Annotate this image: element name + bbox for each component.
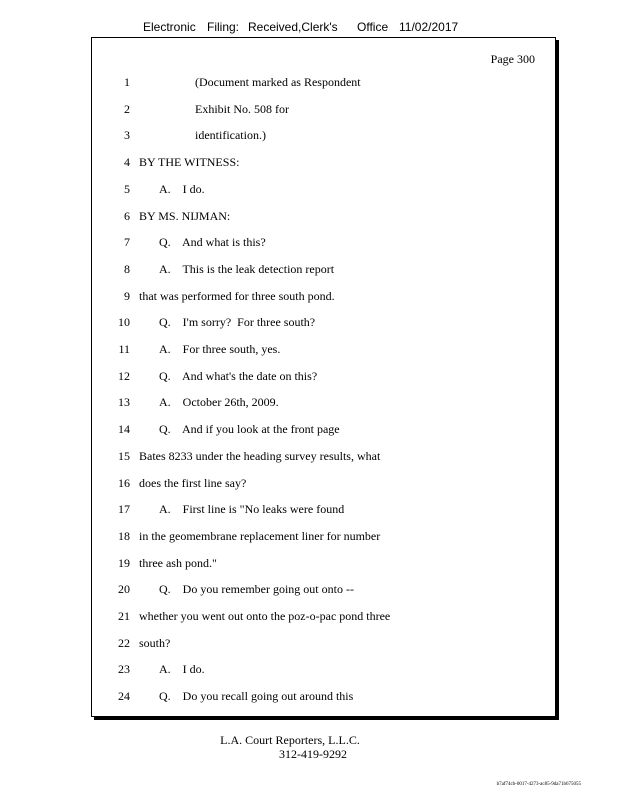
transcript-line: [92, 529, 555, 547]
line-number: 22: [118, 635, 130, 650]
line-text: Q. Do you remember going out onto --: [159, 582, 354, 597]
line-number: 17: [118, 502, 130, 517]
transcript-line: [92, 689, 555, 707]
line-number: 13: [118, 395, 130, 410]
line-text: A. October 26th, 2009.: [159, 395, 279, 410]
line-text: BY MS. NIJMAN:: [139, 208, 231, 223]
transcript-line: [92, 155, 555, 173]
line-text: Q. And what's the date on this?: [159, 368, 318, 383]
line-number: 6: [124, 208, 130, 223]
transcript-line: [92, 449, 555, 467]
line-text: A. I do.: [159, 181, 205, 196]
line-text: Q. Do you recall going out around this: [159, 689, 354, 704]
transcript-page: [91, 37, 556, 717]
transcript-line: [92, 182, 555, 200]
line-text: Q. I'm sorry? For three south?: [159, 315, 316, 330]
transcript-line: [92, 75, 555, 93]
line-number: 8: [124, 261, 130, 276]
line-number: 10: [118, 315, 130, 330]
line-number: 24: [118, 689, 130, 704]
transcript-line: [92, 102, 555, 120]
line-text: whether you went out onto the poz-o-pac pond three: [139, 609, 391, 623]
line-text: A. For three south, yes.: [159, 342, 281, 356]
line-number: 19: [118, 555, 130, 570]
transcript-line: [92, 556, 555, 574]
line-text: Q. And what is this?: [159, 235, 266, 250]
line-number: 11: [118, 342, 130, 356]
line-number: 16: [118, 475, 130, 490]
line-number: 14: [118, 422, 130, 437]
line-number: 23: [118, 662, 130, 677]
line-text: identification.): [195, 128, 266, 143]
transcript-line: [92, 235, 555, 253]
line-number: 4: [124, 155, 130, 170]
transcript-line: [92, 262, 555, 280]
document-id: b7af74cb-0017-4273-ac85-9da71b675055: [496, 782, 581, 787]
line-number: 20: [118, 582, 130, 597]
line-text: A. First line is "No leaks were found: [159, 502, 345, 517]
transcript-line: [92, 209, 555, 227]
transcript-line: [92, 636, 555, 654]
transcript-line: [92, 582, 555, 600]
filing-header-electronic: Electronic: [143, 20, 196, 34]
filing-header-office: Office: [357, 20, 389, 34]
page-number: Page 300: [490, 52, 535, 66]
line-number: 2: [124, 101, 130, 116]
line-number: 15: [118, 448, 130, 463]
filing-header-filing: Filing:: [207, 20, 240, 34]
transcript-line: [92, 502, 555, 520]
transcript-line: [92, 662, 555, 680]
line-number: 7: [124, 235, 130, 250]
filing-header: [143, 20, 473, 38]
transcript-line: [92, 609, 555, 627]
line-number: 3: [124, 128, 130, 143]
transcript-line: [92, 422, 555, 440]
line-text: Exhibit No. 508 for: [195, 101, 289, 116]
line-text: A. This is the leak detection report: [159, 261, 335, 276]
filing-header-received-clerks: Received,Clerk's: [248, 20, 338, 34]
filing-header-date: 11/02/2017: [399, 20, 459, 34]
line-text: that was performed for three south pond.: [139, 288, 335, 303]
line-number: 12: [118, 368, 130, 383]
transcript-line: [92, 476, 555, 494]
line-number: 1: [124, 75, 130, 89]
line-text: Bates 8233 under the heading survey results, what: [139, 448, 381, 463]
line-text: south?: [139, 635, 171, 650]
line-text: Q. And if you look at the front page: [159, 422, 340, 437]
transcript-line: [92, 315, 555, 333]
line-text: three ash pond.": [139, 555, 217, 570]
transcript-line: [92, 128, 555, 146]
transcript-line: [92, 395, 555, 413]
transcript-line: [92, 342, 555, 360]
line-text: BY THE WITNESS:: [139, 155, 240, 170]
line-number: 18: [118, 528, 130, 543]
line-text: does the first line say?: [139, 475, 247, 490]
line-text: (Document marked as Respondent: [195, 75, 361, 89]
footer-phone: 312-419-9292: [279, 747, 347, 761]
line-text: in the geomembrane replacement liner for number: [139, 528, 381, 543]
line-number: 21: [118, 609, 130, 623]
line-number: 5: [124, 181, 130, 196]
line-text: A. I do.: [159, 662, 205, 677]
line-number: 9: [124, 288, 130, 303]
transcript-line: [92, 369, 555, 387]
footer-reporter: L.A. Court Reporters, L.L.C.: [220, 733, 360, 747]
transcript-line: [92, 289, 555, 307]
